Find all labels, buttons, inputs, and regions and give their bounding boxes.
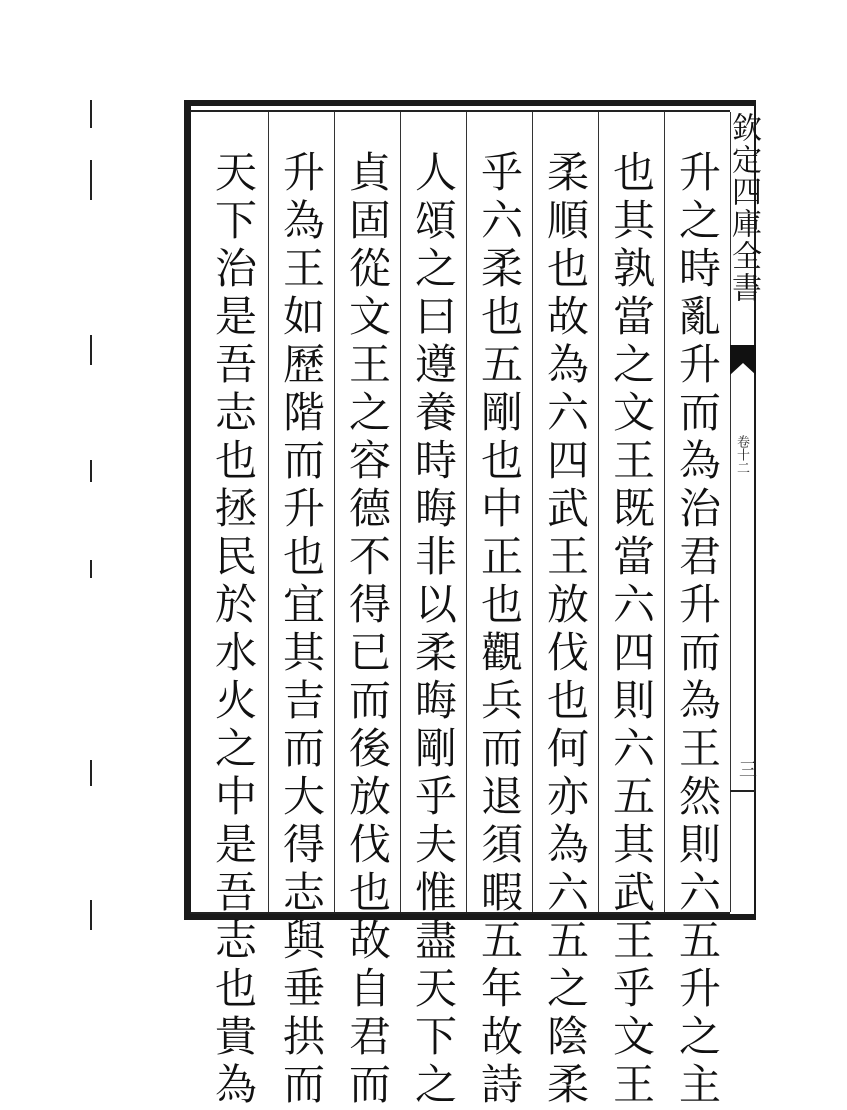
scan-speck [90, 460, 92, 482]
text-column-7 [268, 150, 334, 1110]
folio-number: 三 [736, 760, 757, 778]
column-text: 升為王如歷階而升也宜其吉而大得志與垂拱而 [277, 150, 326, 1110]
text-column-6 [334, 150, 400, 1110]
column-text: 升之時亂升而為治君升而為王然則六五升之主 [673, 150, 722, 1110]
scan-speck [90, 900, 92, 930]
text-column-3 [532, 150, 598, 1110]
text-column-4 [466, 150, 532, 1110]
book-title: 欽定四庫全書 [726, 112, 761, 304]
column-text: 人頌之曰遵養時晦非以柔晦剛乎夫惟盡天下之 [409, 150, 458, 1110]
column-text: 天下治是吾志也拯民於水火之中是吾志也貴為 [209, 150, 258, 1110]
frame-inner-top-rule [190, 110, 730, 112]
chapter-label: 卷十二 [734, 435, 749, 474]
column-text: 貞固從文王之容德不得已而後放伐也故自君而 [343, 150, 392, 1110]
scan-speck [90, 560, 92, 578]
margin-rule [730, 790, 756, 792]
column-text: 乎六柔也五剛也中正也觀兵而退須暇五年故詩 [475, 150, 524, 1110]
text-column-5 [400, 150, 466, 1110]
text-column-2 [598, 150, 664, 1110]
column-text: 柔順也故為六四武王放伐也何亦為六五之陰柔 [541, 150, 590, 1110]
scan-speck [90, 160, 92, 200]
column-text: 也其孰當之文王既當六四則六五其武王乎文王 [607, 150, 656, 1110]
text-column-8 [200, 150, 266, 1110]
text-column-1 [664, 150, 730, 1110]
scan-speck [90, 760, 92, 786]
scan-speck [90, 100, 92, 128]
scan-speck [90, 335, 92, 365]
